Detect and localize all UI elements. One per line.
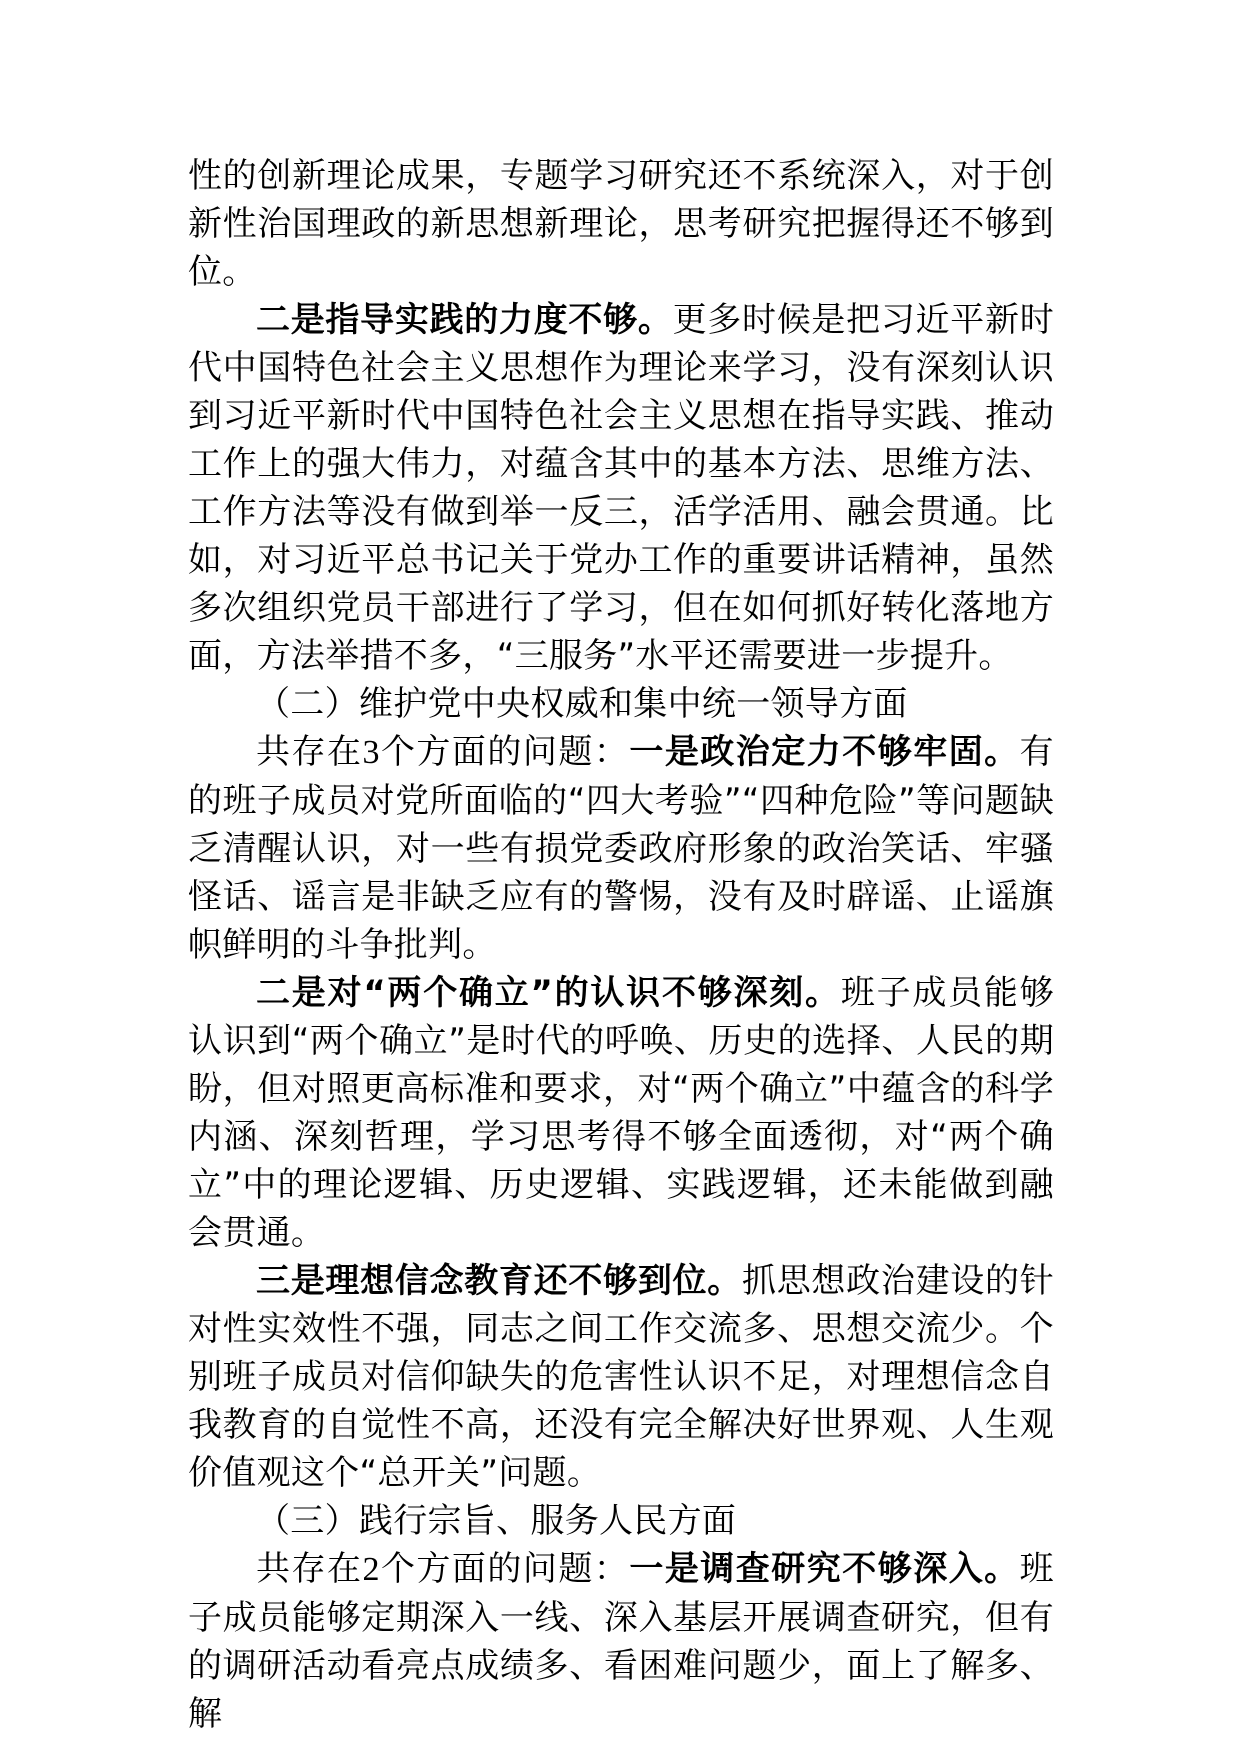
paragraph-text: 有的班子成员对党所面临的“四大考验”“四种危险”等问题缺乏清醒认识，对一些有损党委政府形象的政治笑话、牢骚怪话、谣言是非缺乏应有的警惕，没有及时辟谣、止谣旗帜鲜明的斗争批判。 xyxy=(188,732,1054,965)
point-heading: 三是理想信念教育还不够到位。 xyxy=(256,1261,742,1301)
issue-count: 2 xyxy=(362,1551,380,1588)
point-heading: 一是调查研究不够深入。 xyxy=(629,1549,1020,1589)
document-body xyxy=(188,152,1054,1738)
paragraph-text: 个方面的问题： xyxy=(379,732,630,772)
issue-count: 3 xyxy=(362,734,380,771)
section-heading-three: （三）践行宗旨、服务人民方面 xyxy=(256,1501,737,1541)
point-heading: 二是对“两个确立”的认识不够深刻。 xyxy=(256,973,841,1013)
paragraph-text: 共存在 xyxy=(256,732,363,772)
paragraph-text: 抓思想政治建设的针对性实效性不强，同志之间工作交流多、思想交流少。个别班子成员对信仰缺失的危害性认识不足，对理想信念自我教育的自觉性不高，还没有完全解决好世界观、人生观价值观这个“总开关”问题。 xyxy=(188,1261,1055,1493)
point-heading: 一是政治定力不够牢固。 xyxy=(629,732,1020,772)
paragraph-ideals-education xyxy=(188,1257,1054,1497)
paragraph-text: 更多时候是把习近平新时代中国特色社会主义思想作为理论来学习，没有深刻认识到习近平新时代中国特色社会主义思想在指导实践、推动工作上的强大伟力，对蕴含其中的基本方法、思维方法、工作方法等没有做到举一反三，活学活用、融会贯通。比如，对习近平总书记关于党办工作的重要讲话精神，虽然多次组织党员干部进行了学习，但在如何抓好转化落地方面，方法举措不多，“三服务”水平还需要进一步提升。 xyxy=(188,300,1054,676)
paragraph-practice-guidance xyxy=(188,296,1054,680)
paragraph-text: 班子成员能够定期深入一线、深入基层开展调查研究，但有的调研活动看亮点成绩多、看困难问题少，面上了解多、解 xyxy=(188,1549,1054,1734)
section-heading-two: （二）维护党中央权威和集中统一领导方面 xyxy=(256,684,908,724)
point-heading: 二是指导实践的力度不够。 xyxy=(256,300,673,340)
paragraph-two-establishments xyxy=(188,969,1054,1257)
paragraph-continuation: 性的创新理论成果，专题学习研究还不系统深入，对于创新性治国理政的新思想新理论，思考研究把握得还不够到位。 xyxy=(188,156,1054,292)
paragraph-research xyxy=(188,1545,1054,1738)
paragraph-text: 共存在 xyxy=(256,1549,363,1589)
paragraph-political-stance xyxy=(188,728,1054,969)
paragraph-text: 班子成员能够认识到“两个确立”是时代的呼唤、历史的选择、人民的期盼，但对照更高标准和要求，对“两个确立”中蕴含的科学内涵、深刻哲理，学习思考得不够全面透彻，对“两个确立”中的理论逻辑、历史逻辑、实践逻辑，还未能做到融会贯通。 xyxy=(188,973,1054,1253)
paragraph-text: 个方面的问题： xyxy=(379,1549,630,1589)
